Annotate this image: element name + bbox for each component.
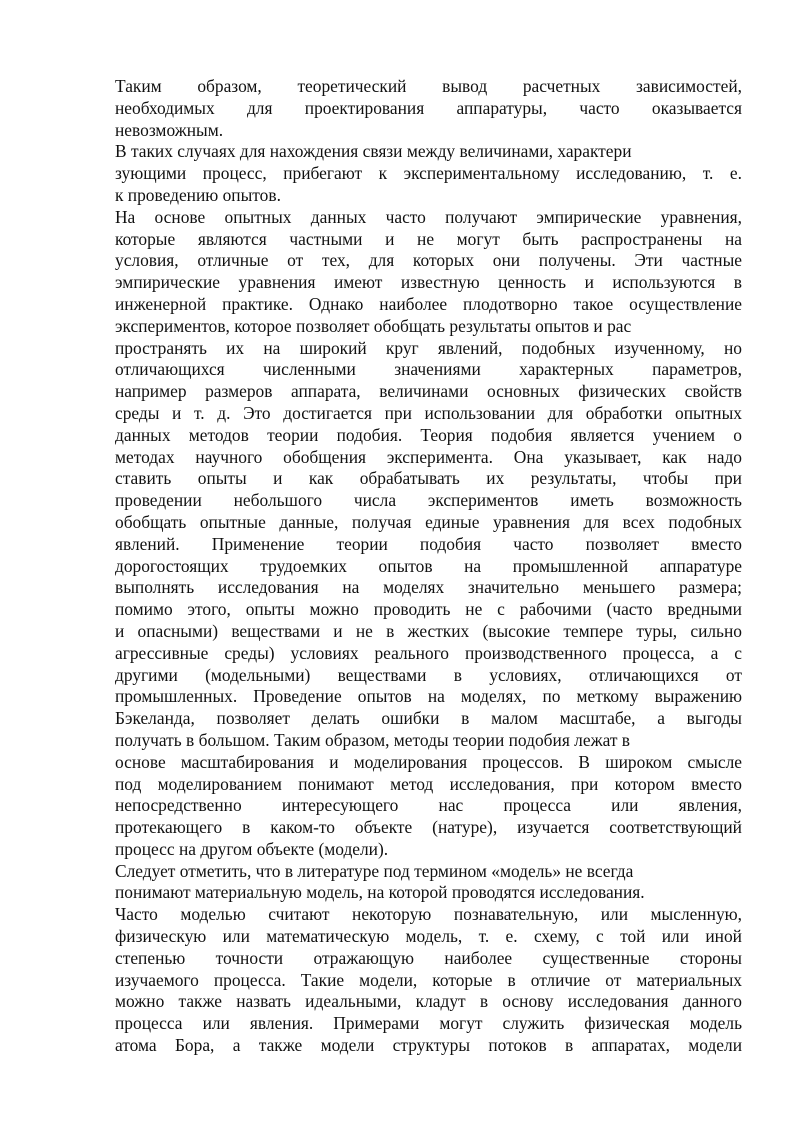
text-line: Часто моделью считают некоторую познавательную, или мысленную,: [115, 904, 742, 925]
text-line: процесс на другом объекте (модели).: [115, 838, 389, 859]
text-line: пространять их на широкий круг явлений, подобных изученному, но: [115, 337, 742, 358]
text-line: В таких случаях для нахождения связи между величинами, характери: [115, 141, 632, 162]
text-line: ставить опыты и как обрабатывать их результаты, чтобы при: [115, 468, 742, 489]
text-line: невозможным.: [115, 119, 224, 140]
text-line: можно также назвать идеальными, кладут в основу исследования данного: [115, 991, 742, 1012]
text-line: физическую или математическую модель, т. е. схему, с той или иной: [115, 926, 742, 947]
text-line: степенью точности отражающую наиболее существенные стороны: [115, 947, 742, 968]
text-line: помимо этого, опыты можно проводить не с рабочими (часто вредными: [115, 599, 742, 620]
text-line: обобщать опытные данные, получая единые уравнения для всех подобных: [115, 511, 742, 532]
text-line: основе масштабирования и моделирования процессов. В широком смысле: [115, 751, 742, 772]
text-line: агрессивные среды) условиях реального производственного процесса, а с: [115, 642, 742, 663]
text-line: Следует отметить, что в литературе под термином «модель» не всегда: [115, 860, 634, 881]
text-line: дорогостоящих трудоемких опытов на промышленной аппаратуре: [115, 555, 742, 576]
text-line: среды и т. д. Это достигается при использовании для обработки опытных: [115, 402, 742, 423]
text-line: которые являются частными и не могут быть распространены на: [115, 228, 742, 249]
text-line: Бэкеланда, позволяет делать ошибки в малом масштабе, а выгоды: [115, 708, 742, 729]
text-line: эмпирические уравнения имеют известную ценность и используются в: [115, 272, 742, 293]
text-line: другими (модельными) веществами в условиях, отличающихся от: [115, 664, 742, 685]
text-line: методах научного обобщения эксперимента. Она указывает, как надо: [115, 446, 742, 467]
text-line: экспериментов, которое позволяет обобщать результаты опытов и рас: [115, 315, 632, 336]
text-line: промышленных. Проведение опытов на моделях, по меткому выражению: [115, 686, 742, 707]
text-line: зующими процесс, прибегают к экспериментальному исследованию, т. е.: [115, 163, 742, 184]
text-line: явлений. Применение теории подобия часто позволяет вместо: [115, 533, 742, 554]
text-line: отличающихся численными значениями характерных параметров,: [115, 359, 742, 380]
text-line: под моделированием понимают метод исследования, при котором вместо: [115, 773, 742, 794]
text-line: На основе опытных данных часто получают эмпирические уравнения,: [115, 206, 742, 227]
text-line: например размеров аппарата, величинами основных физических свойств: [115, 381, 742, 402]
text-line: понимают материальную модель, на которой проводятся исследования.: [115, 882, 645, 903]
text-line: непосредственно интересующего нас процесса или явления,: [115, 795, 742, 816]
text-line: протекающего в каком-то объекте (натуре), изучается соответствующий: [115, 817, 742, 838]
body-text: [115, 76, 742, 1057]
text-line: необходимых для проектирования аппаратуры, часто оказывается: [115, 97, 742, 118]
text-line: атома Бора, а также модели структуры потоков в аппаратах, модели: [115, 1035, 742, 1056]
text-line: к проведению опытов.: [115, 184, 281, 205]
text-line: условия, отличные от тех, для которых они получены. Эти частные: [115, 250, 742, 271]
text-line: процесса или явления. Примерами могут служить физическая модель: [115, 1013, 742, 1034]
text-line: выполнять исследования на моделях значительно меньшего размера;: [115, 577, 742, 598]
text-line: проведении небольшого числа экспериментов иметь возможность: [115, 490, 742, 511]
text-line: и опасными) веществами и не в жестких (высокие темпере туры, сильно: [115, 620, 742, 641]
text-line: получать в большом. Таким образом, методы теории подобия лежат в: [115, 729, 631, 750]
text-line: инженерной практике. Однако наиболее плодотворно такое осуществление: [115, 293, 742, 314]
text-line: изучаемого процесса. Такие модели, которые в отличие от материальных: [115, 969, 742, 990]
text-line: Таким образом, теоретический вывод расчетных зависимостей,: [115, 76, 742, 96]
text-line: данных методов теории подобия. Теория подобия является учением о: [115, 424, 742, 445]
